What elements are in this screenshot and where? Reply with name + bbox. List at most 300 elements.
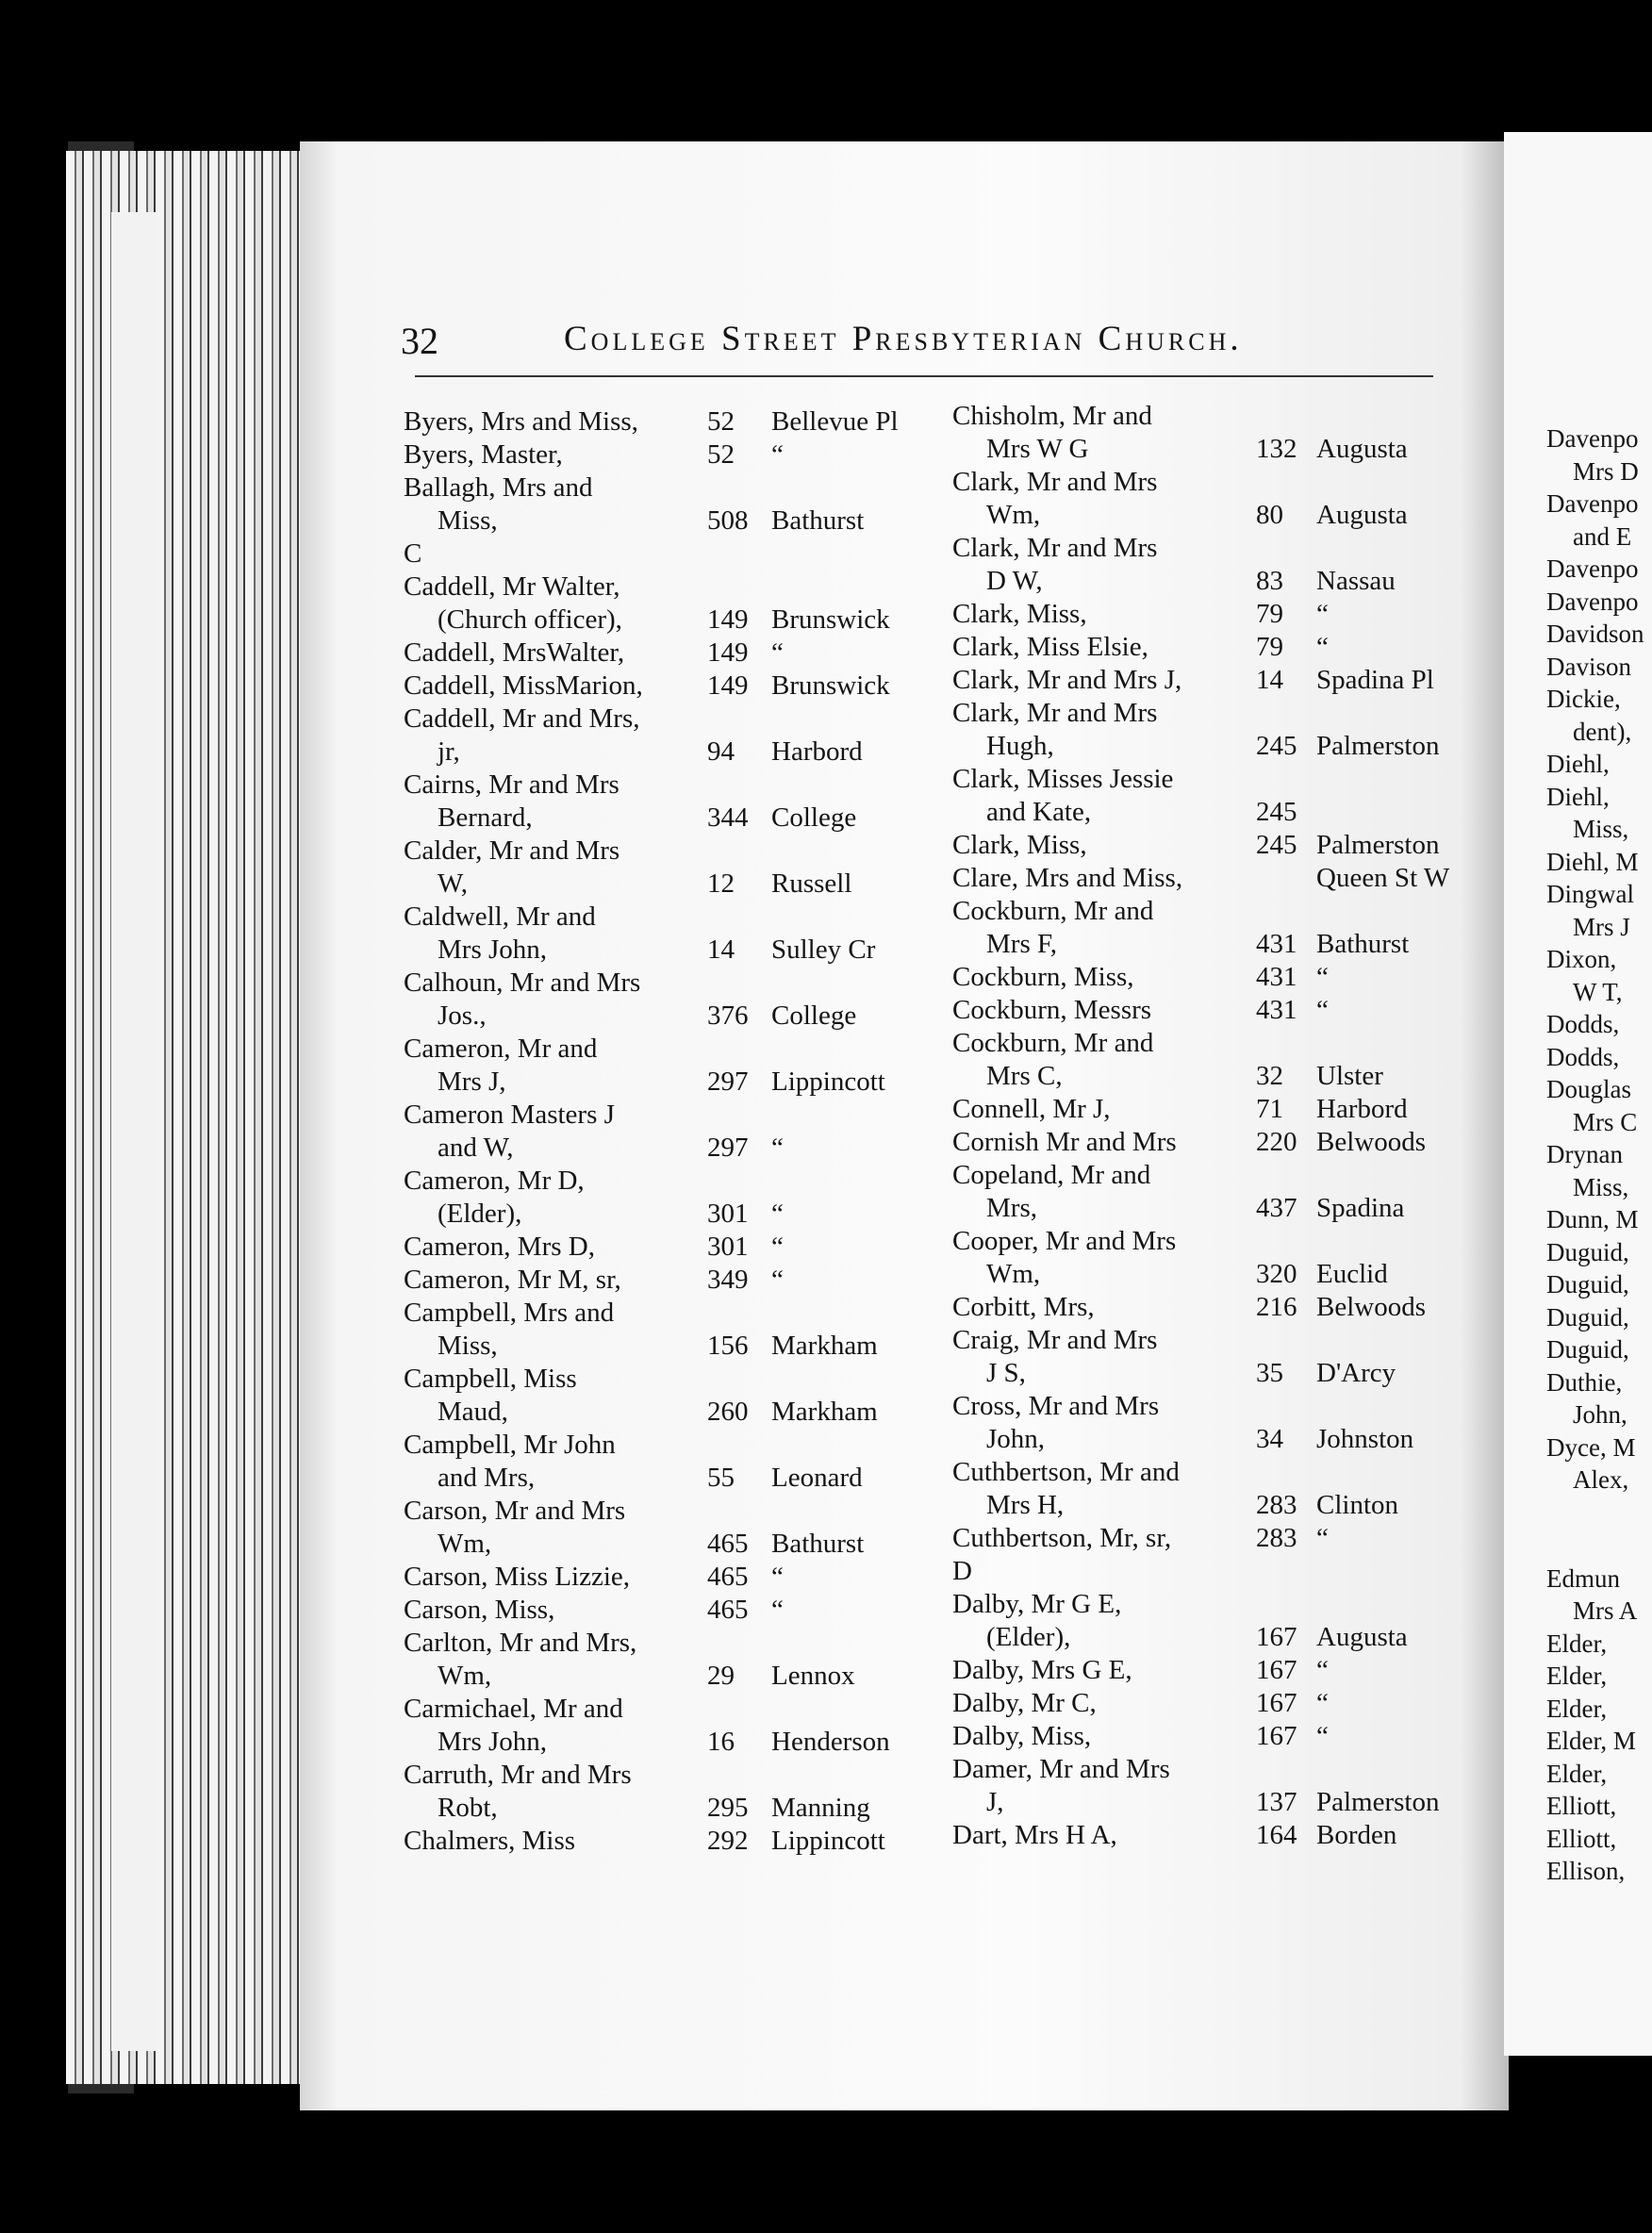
entry-house-number: 32	[1256, 1061, 1283, 1091]
entry-name: Ballagh, Mrs and	[404, 472, 593, 503]
entry-name-block	[952, 1324, 1256, 1390]
entry-fragment: Drynan	[1546, 1140, 1623, 1168]
entry-name: Cooper, Mr and Mrs	[952, 1226, 1177, 1256]
entry-name: Caddell, MissMarion,	[404, 670, 643, 701]
directory-entry	[404, 1165, 899, 1231]
entry-house-number: 297	[707, 1067, 749, 1097]
entry-house-number: 132	[1256, 434, 1297, 464]
entry-street: Clinton	[1316, 1490, 1399, 1520]
entry-fragment: Dixon,	[1546, 945, 1617, 973]
entry-street: Bathurst	[771, 1529, 865, 1559]
entry-name-block	[404, 571, 707, 637]
entry-street: Borden	[1316, 1820, 1397, 1850]
directory-entry	[952, 862, 1449, 895]
entry-street: Henderson	[771, 1727, 890, 1757]
entry-fragment: and E	[1573, 521, 1632, 551]
page-header-title: College Street Presbyterian Church.	[564, 320, 1243, 358]
entry-house-number: 283	[1256, 1523, 1297, 1553]
book-page-edges	[66, 151, 311, 2084]
entry-name-continuation: Maud,	[438, 1397, 508, 1427]
entry-house-number: 167	[1256, 1622, 1297, 1652]
entry-fragment: John,	[1573, 1400, 1627, 1429]
directory-entry	[404, 1231, 899, 1264]
entry-house-number: 431	[1256, 929, 1297, 959]
entry-name-block	[952, 895, 1256, 961]
entry-street: Johnston	[1316, 1424, 1414, 1454]
entry-name-continuation: J S,	[986, 1358, 1026, 1388]
entry-name-block	[952, 1522, 1256, 1555]
entry-name: Clark, Miss,	[952, 830, 1087, 860]
entry-house-number: 167	[1256, 1688, 1297, 1718]
entry-fragment: Duthie,	[1546, 1367, 1623, 1397]
entry-name-block	[952, 1753, 1256, 1819]
entry-street: Belwoods	[1316, 1127, 1426, 1157]
entry-house-number: 465	[707, 1562, 749, 1592]
entry-street: Belwoods	[1316, 1292, 1426, 1322]
entry-street: Harbord	[771, 736, 863, 767]
entry-fragment: Diehl,	[1546, 782, 1610, 811]
entry-name-block	[952, 598, 1256, 631]
entry-name-continuation: (Church officer),	[438, 604, 622, 635]
entry-fragment: Mrs J	[1573, 912, 1630, 941]
directory-entry	[952, 1654, 1449, 1687]
entry-name: Calder, Mr and Mrs	[404, 835, 620, 866]
entry-house-number: 14	[1256, 665, 1283, 695]
entry-fragment: Edmun	[1546, 1563, 1620, 1593]
entry-house-number: 12	[707, 868, 735, 899]
directory-entry	[404, 405, 899, 438]
entry-street: “	[1316, 1655, 1329, 1685]
entry-name: Carlton, Mr and Mrs,	[404, 1628, 637, 1658]
entry-name: Clark, Mr and Mrs	[952, 467, 1158, 497]
entry-street: “	[771, 1199, 784, 1229]
entry-name-block	[404, 670, 707, 703]
entry-street: Lippincott	[771, 1067, 885, 1097]
entry-house-number: 35	[1256, 1358, 1283, 1388]
entry-name: Connell, Mr J,	[952, 1094, 1111, 1124]
entry-fragment: Dyce, M	[1546, 1432, 1636, 1462]
entry-street: “	[771, 1265, 784, 1295]
entry-name-block	[952, 1588, 1256, 1654]
entry-house-number: 301	[707, 1199, 749, 1229]
entry-fragment: Miss,	[1573, 815, 1629, 843]
directory-entry	[404, 471, 899, 538]
entry-house-number: 349	[707, 1265, 749, 1295]
directory-entry	[952, 697, 1449, 763]
directory-entry	[952, 400, 1449, 466]
entry-fragment: Dodds,	[1546, 1010, 1620, 1038]
entry-name-block	[952, 1720, 1256, 1753]
entry-name-block	[952, 829, 1256, 862]
entry-name: Caddell, MrsWalter,	[404, 637, 625, 668]
entry-name-block	[404, 1231, 707, 1264]
entry-name-continuation: Wm,	[438, 1661, 492, 1691]
directory-entry	[952, 1819, 1449, 1852]
entry-name-continuation: and Mrs,	[438, 1463, 536, 1493]
entry-name-continuation: and W,	[438, 1133, 514, 1163]
entry-fragment: Elder, M	[1546, 1727, 1636, 1755]
entry-street: Palmerston	[1316, 731, 1440, 761]
entry-name: Campbell, Miss	[404, 1364, 577, 1394]
entry-name-block	[952, 862, 1256, 895]
entry-street: Lennox	[771, 1661, 855, 1691]
entry-name-block	[404, 1495, 707, 1561]
entry-name: Campbell, Mrs and	[404, 1298, 615, 1328]
entry-name: Calhoun, Mr and Mrs	[404, 968, 641, 998]
entry-fragment: Mrs A	[1573, 1596, 1638, 1625]
entry-street: “	[771, 1562, 784, 1592]
entry-street: D'Arcy	[1316, 1358, 1396, 1388]
entry-street: Bathurst	[771, 505, 865, 536]
entry-name-continuation: Wm,	[986, 1259, 1041, 1289]
entry-name-block	[404, 703, 707, 769]
entry-name: Cairns, Mr and Mrs	[404, 769, 620, 800]
directory-entry	[952, 1687, 1449, 1720]
entry-name-block	[952, 1456, 1256, 1522]
entry-house-number: 149	[707, 670, 749, 701]
entry-name: Cameron, Mr D,	[404, 1166, 585, 1196]
directory-entry	[952, 532, 1449, 598]
entry-name: Craig, Mr and Mrs	[952, 1325, 1158, 1355]
entry-name: Clark, Mr and Mrs	[952, 698, 1158, 728]
directory-entry	[952, 1588, 1449, 1654]
entry-name: Dalby, Mr C,	[952, 1688, 1097, 1718]
entry-house-number: 508	[707, 505, 749, 536]
entry-fragment: Davenpo	[1546, 587, 1639, 616]
entry-name: Clark, Mr and Mrs	[952, 533, 1158, 563]
entry-name-block	[404, 1825, 707, 1858]
entry-name-continuation: Mrs,	[986, 1193, 1037, 1223]
entry-house-number: 245	[1256, 797, 1297, 827]
entry-name-block	[952, 994, 1256, 1027]
entry-name-continuation: jr,	[438, 736, 460, 767]
entry-name-continuation: Mrs H,	[986, 1490, 1065, 1520]
entry-name-block	[404, 1165, 707, 1231]
entry-name-block	[952, 400, 1256, 466]
entry-name: Cameron Masters J	[404, 1100, 615, 1130]
entry-street: Spadina Pl	[1316, 665, 1434, 695]
directory-entry	[404, 1033, 899, 1099]
directory-entry	[952, 1027, 1449, 1093]
entry-street: Brunswick	[771, 604, 890, 635]
entry-name: Cameron, Mr M, sr,	[404, 1265, 621, 1295]
directory-entry	[404, 1825, 899, 1858]
entry-name: Damer, Mr and Mrs	[952, 1754, 1170, 1784]
entry-name-block	[404, 1759, 707, 1825]
entry-house-number: 344	[707, 802, 749, 833]
entry-fragment: Dingwal	[1546, 880, 1634, 908]
directory-entry	[952, 1522, 1449, 1555]
entry-name-block	[404, 1297, 707, 1363]
entry-house-number: 149	[707, 637, 749, 668]
entry-house-number: 34	[1256, 1424, 1283, 1454]
entry-fragment: Elder,	[1546, 1694, 1608, 1723]
entry-street: Leonard	[771, 1463, 863, 1493]
entry-house-number: 297	[707, 1133, 749, 1163]
entry-name-continuation: Robt,	[438, 1793, 498, 1823]
directory-entry	[952, 1324, 1449, 1390]
entry-fragment: Dodds,	[1546, 1042, 1620, 1071]
entry-name-block	[404, 1693, 707, 1759]
book-edge-strip	[111, 212, 157, 2051]
entry-house-number: 292	[707, 1826, 749, 1856]
entry-name: Cornish Mr and Mrs	[952, 1127, 1177, 1157]
entry-name: Cross, Mr and Mrs	[952, 1391, 1160, 1421]
entry-name-continuation: W,	[438, 868, 468, 899]
entry-name-block	[952, 532, 1256, 598]
entry-house-number: 164	[1256, 1820, 1297, 1850]
entry-name-continuation: Mrs J,	[438, 1067, 506, 1097]
entry-name: Cockburn, Mr and	[952, 896, 1154, 926]
entry-name-block	[404, 901, 707, 967]
directory-entry	[404, 1099, 899, 1165]
entry-house-number: 29	[707, 1661, 735, 1691]
entry-name-continuation: Miss,	[438, 1331, 498, 1361]
entry-name-block	[952, 1819, 1256, 1852]
entry-house-number: 83	[1256, 566, 1283, 596]
entry-name: Cameron, Mr and	[404, 1034, 598, 1064]
directory-entry	[952, 829, 1449, 862]
entry-house-number: 376	[707, 1001, 749, 1031]
directory-entry	[404, 1363, 899, 1429]
entry-house-number: 137	[1256, 1787, 1297, 1817]
entry-name-block	[952, 1225, 1256, 1291]
entry-street: Russell	[771, 868, 852, 899]
entry-name: Campbell, Mr John	[404, 1430, 616, 1460]
entry-name: Carson, Mr and Mrs	[404, 1496, 626, 1526]
entry-house-number: 437	[1256, 1193, 1297, 1223]
entry-name: Chisholm, Mr and	[952, 401, 1152, 431]
entry-name: Carruth, Mr and Mrs	[404, 1760, 632, 1790]
entry-street: “	[1316, 962, 1329, 992]
directory-entry	[404, 1594, 899, 1627]
entry-name-continuation: (Elder),	[986, 1622, 1071, 1652]
entry-name-block	[404, 1033, 707, 1099]
section-letter: C	[404, 538, 422, 569]
entry-name: Carson, Miss Lizzie,	[404, 1562, 631, 1592]
entry-name-continuation: Hugh,	[986, 731, 1054, 761]
entry-name-continuation: Jos.,	[438, 1001, 487, 1031]
entry-house-number: 149	[707, 604, 749, 635]
entry-name-continuation: Mrs John,	[438, 1727, 548, 1757]
entry-street: Bathurst	[1316, 929, 1410, 959]
directory-entry	[404, 1495, 899, 1561]
entry-name: Corbitt, Mrs,	[952, 1292, 1095, 1322]
entry-name: Cameron, Mrs D,	[404, 1232, 595, 1262]
entry-name-continuation: Mrs F,	[986, 929, 1058, 959]
directory-entry	[952, 1225, 1449, 1291]
entry-fragment: Ellison,	[1546, 1857, 1626, 1885]
directory-entry	[952, 1093, 1449, 1126]
entry-name-block	[952, 466, 1256, 532]
entry-name-continuation: Wm,	[986, 500, 1041, 530]
directory-entry	[952, 664, 1449, 697]
entry-name-block	[404, 769, 707, 835]
entry-name-block	[952, 1027, 1256, 1093]
directory-entry	[952, 1291, 1449, 1324]
entry-house-number: 245	[1256, 830, 1297, 860]
directory-entry	[404, 1759, 899, 1825]
entry-name-block	[952, 664, 1256, 697]
entry-street: “	[1316, 995, 1329, 1025]
entry-fragment: Duguid,	[1546, 1335, 1629, 1364]
entry-name-block	[952, 961, 1256, 994]
entry-street: “	[771, 1232, 784, 1262]
directory-entry	[404, 1297, 899, 1363]
entry-name-block	[952, 1093, 1256, 1126]
entry-name-continuation: Mrs C,	[986, 1061, 1063, 1091]
directory-entry	[952, 598, 1449, 631]
entry-house-number: 216	[1256, 1292, 1297, 1322]
directory-entry	[952, 763, 1449, 829]
entry-street: Markham	[771, 1331, 878, 1361]
directory-entry	[952, 1126, 1449, 1159]
directory-entry	[404, 1561, 899, 1594]
directory-entry	[404, 1627, 899, 1693]
directory-entry	[952, 961, 1449, 994]
directory-entry	[404, 637, 899, 670]
directory-entry	[404, 1264, 899, 1297]
entry-house-number: 320	[1256, 1259, 1297, 1289]
entry-street: Queen St W	[1316, 863, 1450, 893]
directory-column-1	[404, 405, 899, 1858]
entry-house-number: 431	[1256, 962, 1297, 992]
directory-entry	[952, 1753, 1449, 1819]
entry-street: “	[1316, 1688, 1329, 1718]
directory-entry	[404, 901, 899, 967]
entry-name: Dart, Mrs H A,	[952, 1820, 1117, 1850]
entry-house-number: 156	[707, 1331, 749, 1361]
entry-fragment: Elder,	[1546, 1759, 1608, 1788]
entry-street: Augusta	[1316, 434, 1408, 464]
entry-fragment: Diehl, M	[1546, 847, 1639, 876]
entry-name-block	[404, 471, 707, 538]
entry-fragment: Duguid,	[1546, 1237, 1629, 1266]
entry-name-block	[952, 1390, 1256, 1456]
entry-name: Caddell, Mr and Mrs,	[404, 703, 640, 734]
entry-name-block	[404, 438, 707, 471]
entry-house-number: 55	[707, 1463, 735, 1493]
entry-name-block	[952, 1159, 1256, 1225]
entry-name: Carmichael, Mr and	[404, 1694, 623, 1724]
entry-name: Dalby, Mr G E,	[952, 1589, 1122, 1619]
entry-house-number: 52	[707, 439, 735, 470]
entry-name: Clark, Miss,	[952, 599, 1087, 629]
entry-house-number: 245	[1256, 731, 1297, 761]
entry-street: “	[1316, 1721, 1329, 1751]
entry-name-block	[952, 1126, 1256, 1159]
directory-entry	[952, 466, 1449, 532]
entry-name: Cuthbertson, Mr and	[952, 1457, 1180, 1487]
directory-entry	[404, 769, 899, 835]
entry-fragment: Elder,	[1546, 1662, 1608, 1690]
entry-name-block	[952, 697, 1256, 763]
directory-entry	[404, 1693, 899, 1759]
entry-house-number: 80	[1256, 500, 1283, 530]
entry-name: Dalby, Miss,	[952, 1721, 1092, 1751]
directory-entry	[404, 835, 899, 901]
entry-street: “	[771, 1595, 784, 1625]
entry-fragment: Diehl,	[1546, 750, 1610, 778]
entry-fragment: Davidson	[1546, 620, 1644, 648]
entry-name: Clark, Mr and Mrs J,	[952, 665, 1182, 695]
directory-entry	[404, 967, 899, 1033]
entry-street: Augusta	[1316, 1622, 1408, 1652]
entry-name: Chalmers, Miss	[404, 1826, 576, 1856]
entry-name-continuation: Wm,	[438, 1529, 492, 1559]
entry-name-block	[404, 405, 707, 438]
entry-fragment: Duguid,	[1546, 1270, 1629, 1298]
entry-name-block	[404, 1429, 707, 1495]
entry-house-number: 94	[707, 736, 735, 767]
entry-name-block	[952, 1687, 1256, 1720]
entry-street: “	[1316, 1523, 1329, 1553]
directory-entry	[952, 1720, 1449, 1753]
entry-house-number: 301	[707, 1232, 749, 1262]
entry-name-block	[404, 637, 707, 670]
entry-street: Nassau	[1316, 566, 1396, 596]
entry-house-number: 220	[1256, 1127, 1297, 1157]
entry-fragment: Douglas	[1546, 1075, 1631, 1103]
entry-fragment: Davison	[1546, 652, 1631, 681]
directory-entry	[952, 631, 1449, 664]
entry-name-continuation: and Kate,	[986, 797, 1092, 827]
entry-house-number: 283	[1256, 1490, 1297, 1520]
entry-name-continuation: Mrs W G	[986, 434, 1089, 464]
entry-fragment: W T,	[1573, 977, 1623, 1006]
entry-house-number: 295	[707, 1793, 749, 1823]
entry-street: Euclid	[1316, 1259, 1388, 1289]
entry-name: Cockburn, Miss,	[952, 962, 1134, 992]
entry-name-block	[404, 1594, 707, 1627]
entry-house-number: 79	[1256, 632, 1283, 662]
directory-entry	[952, 895, 1449, 961]
entry-street: Augusta	[1316, 500, 1408, 530]
entry-house-number: 167	[1256, 1721, 1297, 1751]
entry-name: Clark, Miss Elsie,	[952, 632, 1148, 662]
section-letter: D	[952, 1556, 972, 1586]
directory-entry	[952, 1456, 1449, 1522]
entry-street: Harbord	[1316, 1094, 1408, 1124]
entry-house-number: 167	[1256, 1655, 1297, 1685]
entry-fragment: Davenpo	[1546, 489, 1639, 518]
entry-name-block	[404, 835, 707, 901]
entry-name-block	[952, 631, 1256, 664]
page-number: 32	[401, 320, 438, 362]
entry-name-continuation: D W,	[986, 566, 1043, 596]
entry-name-continuation: Miss,	[438, 505, 498, 536]
entry-fragment: Duguid,	[1546, 1302, 1629, 1332]
entry-house-number: 71	[1256, 1094, 1283, 1124]
entry-street: College	[771, 802, 857, 833]
entry-fragment: Elder,	[1546, 1629, 1608, 1658]
entry-name: Carson, Miss,	[404, 1595, 555, 1625]
entry-fragment: Miss,	[1573, 1172, 1629, 1201]
directory-entry	[952, 1159, 1449, 1225]
entry-street: College	[771, 1001, 857, 1031]
entry-name: Clare, Mrs and Miss,	[952, 863, 1183, 893]
entry-name-block	[952, 1654, 1256, 1687]
entry-house-number: 16	[707, 1727, 735, 1757]
entry-name: Caddell, Mr Walter,	[404, 571, 620, 602]
entry-house-number: 79	[1256, 599, 1283, 629]
directory-entry	[952, 1390, 1449, 1456]
entry-name: Copeland, Mr and	[952, 1160, 1151, 1190]
entry-fragment: Davenpo	[1546, 554, 1639, 583]
entry-house-number: 465	[707, 1529, 749, 1559]
entry-street: Palmerston	[1316, 830, 1440, 860]
entry-name-block	[404, 1363, 707, 1429]
